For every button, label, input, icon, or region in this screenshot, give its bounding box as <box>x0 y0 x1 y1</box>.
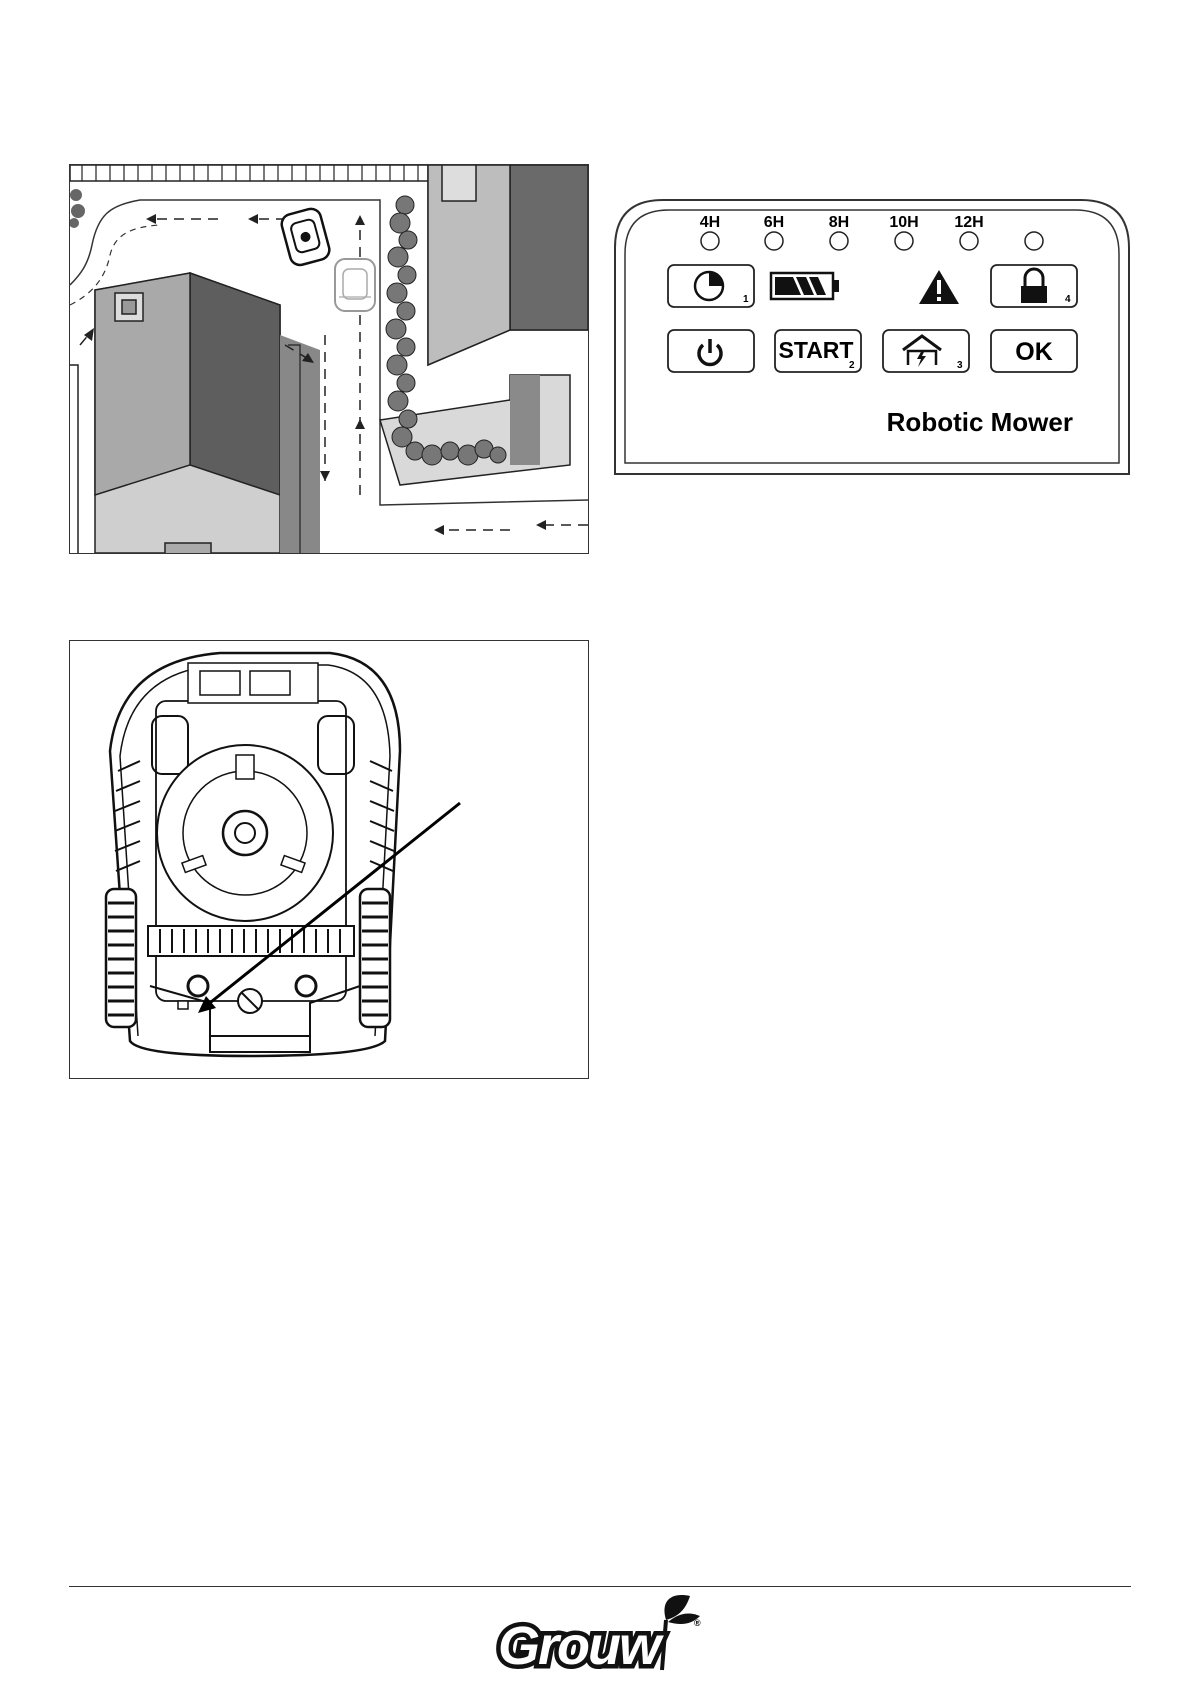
timer-button[interactable] <box>668 265 754 307</box>
grouw-logo <box>490 1590 710 1674</box>
power-button[interactable] <box>668 330 754 372</box>
rear-wheel-right <box>360 889 390 1027</box>
led-label-12h: 12H <box>954 214 984 231</box>
fence <box>70 165 435 181</box>
mower-ghost-icon <box>335 259 375 311</box>
led-label-8h: 8H <box>828 214 850 231</box>
home-button-number: 3 <box>957 360 963 371</box>
home-button[interactable] <box>883 330 969 372</box>
clock-icon <box>695 272 723 300</box>
ok-button-label: OK <box>1015 338 1053 366</box>
rear-grille <box>148 926 354 956</box>
mower-underside-illustration <box>70 641 588 1078</box>
no-hands-icon <box>238 989 262 1013</box>
garden-illustration <box>70 165 588 553</box>
front-caster-left <box>152 716 188 774</box>
brand-wordmark: Grouw <box>498 1616 659 1674</box>
led-label-4h: 4H <box>699 214 721 231</box>
led-4h <box>701 232 719 250</box>
led-label-6h: 6H <box>763 214 785 231</box>
front-caster-right <box>318 716 354 774</box>
control-panel-drawing <box>613 198 1131 476</box>
lock-button[interactable] <box>991 265 1077 307</box>
mower-underside-figure <box>69 640 589 1079</box>
led-10h <box>895 232 913 250</box>
led-label-10h: 10H <box>889 214 919 231</box>
house-left <box>70 273 320 553</box>
led-6h <box>765 232 783 250</box>
led-12h <box>960 232 978 250</box>
start-button-label: START <box>778 337 854 363</box>
house-right <box>428 165 588 365</box>
product-name: Robotic Mower <box>886 407 1073 437</box>
charging-contact-right <box>296 976 316 996</box>
charging-contact-left <box>188 976 208 996</box>
start-button[interactable] <box>775 330 861 372</box>
logo-mark <box>490 1590 710 1674</box>
lock-button-number: 4 <box>1065 294 1071 305</box>
rear-wheel-left <box>106 889 136 1027</box>
start-button-number: 2 <box>849 360 855 371</box>
footer-rule <box>69 1586 1131 1587</box>
control-panel <box>613 198 1131 476</box>
led-status <box>1025 232 1043 250</box>
mower-icon <box>279 207 331 268</box>
ok-button[interactable] <box>991 330 1077 372</box>
battery-icon <box>771 273 839 299</box>
power-switch <box>178 1001 188 1009</box>
led-8h <box>830 232 848 250</box>
shrub-cluster <box>70 189 85 228</box>
garden-layout-figure <box>69 164 589 554</box>
registered-mark: ® <box>694 1618 701 1628</box>
timer-button-number: 1 <box>743 294 749 305</box>
blade-disc <box>157 745 333 921</box>
